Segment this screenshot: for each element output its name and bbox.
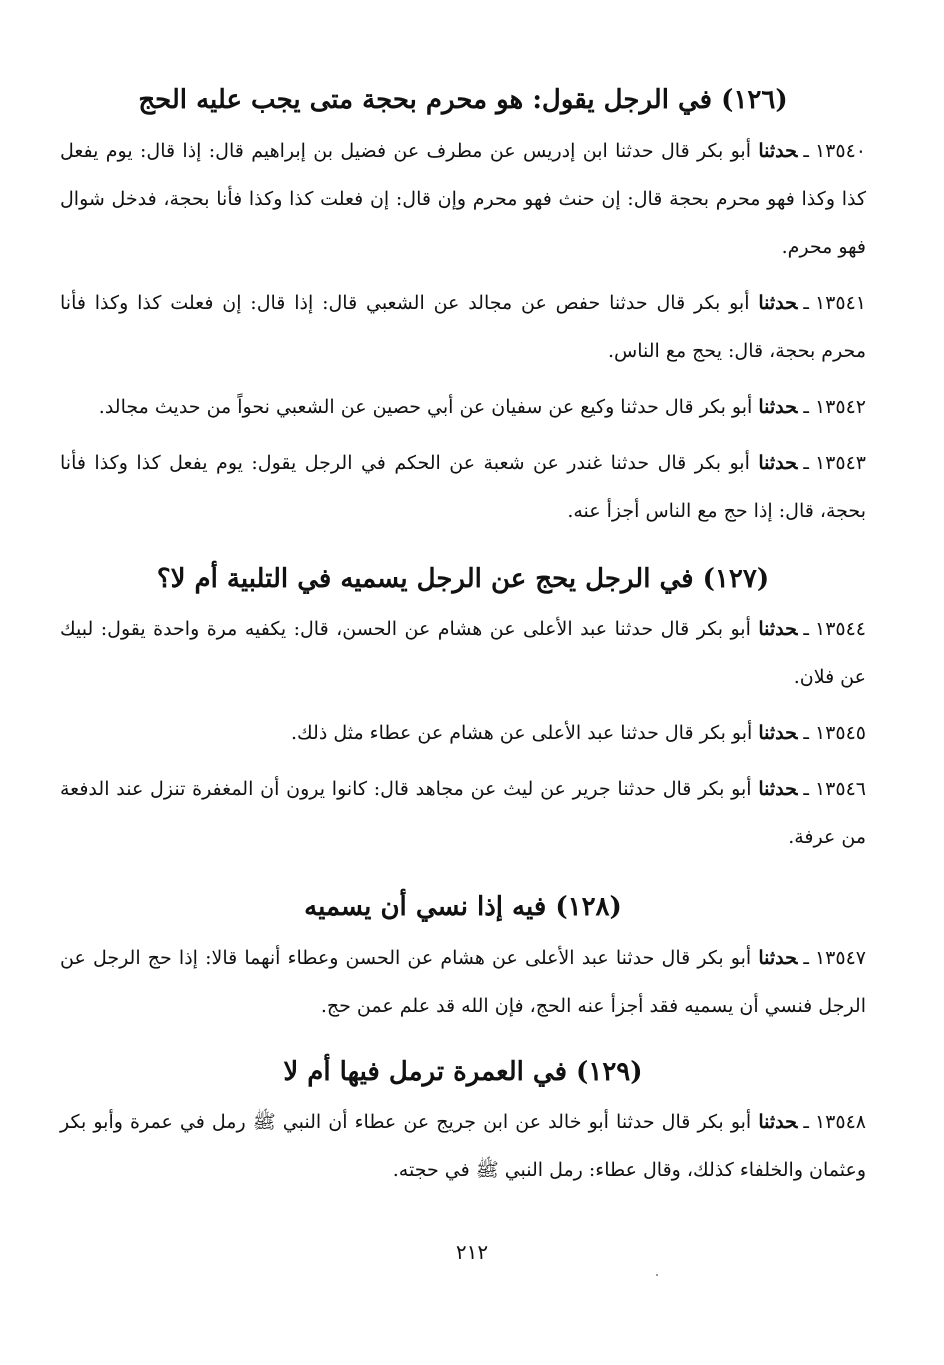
hadith-entry: ١٣٥٤٧ـحدثنا أبو بكر قال حدثنا عبد الأعلى عن هشام عن الحسن وعطاء أنهما قالا: إذا حج الرجل عن الرجل فنسي أن يسميه فقد أجزأ عنه الحج، فإن الله قد علم عمن حج. — [60, 946, 866, 1017]
hadith-entry: ١٣٥٤٢ـحدثنا أبو بكر قال حدثنا وكيع عن سفيان عن أبي حصين عن الشعبي نحواً من حديث مجالد. — [98, 395, 866, 418]
section-heading: (١٢٨) فيه إذا نسي أن يسميه — [304, 892, 622, 922]
haddathana-word: حدثنا — [758, 722, 798, 744]
hadith-entry: ١٣٥٤٠ـحدثنا أبو بكر قال حدثنا ابن إدريس عن مطرف عن فضيل بن إبراهيم قال: إذا قال: يوم يفعل كذا وكذا فهو محرم بحجة قال: إن حنث فهو محرم وإن قال: إن فعلت كذا وكذا فأنا بحجة، فدخل شوال فهو محرم. — [60, 139, 866, 258]
page-number: ٢١٢ — [455, 1240, 489, 1264]
hadith-entry: ١٣٥٤٦ـحدثنا أبو بكر قال حدثنا جرير عن ليث عن مجاهد قال: كانوا يرون أن المغفرة تنزل عند الدفعة من عرفة. — [60, 778, 866, 848]
hadith-entry: ١٣٥٤٨ـحدثنا أبو بكر قال حدثنا أبو خالد عن ابن جريج عن عطاء أن النبي ﷺ رمل في عمرة وأبو بكر وعثمان والخلفاء كذلك، وقال عطاء: رمل النبي ﷺ في حجته. — [60, 1111, 866, 1181]
hadith-text: أبو بكر قال حدثنا ابن إدريس عن مطرف عن فضيل بن إبراهيم قال: إذا قال: يوم يفعل كذا وكذا فهو محرم بحجة قال: إن حنث فهو محرم وإن قال: إن فعلت كذا وكذا فأنا بحجة، فدخل شوال فهو محرم. — [60, 139, 866, 258]
section-heading: (١٢٦) في الرجل يقول: هو محرم بحجة متى يجب عليه الحج — [138, 85, 788, 115]
hadith-number: ١٣٥٤٦ — [814, 778, 866, 800]
hadith-text: أبو بكر قال حدثنا جرير عن ليث عن مجاهد قال: كانوا يرون أن المغفرة تنزل عند الدفعة من عرفة. — [60, 778, 866, 848]
haddathana-word: حدثنا — [758, 1111, 798, 1133]
section-heading: (١٢٧) في الرجل يحج عن الرجل يسميه في التلبية أم لا؟ — [156, 563, 770, 594]
hadith-entry: ١٣٥٤١ـحدثنا أبو بكر قال حدثنا حفص عن مجالد عن الشعبي قال: إذا قال: إن فعلت كذا وكذا فأنا محرم بحجة، قال: يحج مع الناس. — [60, 291, 866, 362]
page-body — [60, 84, 866, 1202]
haddathana-word: حدثنا — [758, 395, 798, 418]
haddathana-word: حدثنا — [758, 946, 798, 969]
haddathana-word: حدثنا — [758, 291, 798, 314]
hadith-entry: ١٣٥٤٤ـحدثنا أبو بكر قال حدثنا عبد الأعلى عن هشام عن الحسن، قال: يكفيه مرة واحدة يقول: لبيك عن فلان. — [60, 618, 867, 688]
hadith-number: ١٣٥٤٣ — [814, 451, 866, 474]
hadith-text: أبو بكر قال حدثنا أبو خالد عن ابن جريج عن عطاء أن النبي ﷺ رمل في عمرة وأبو بكر وعثمان والخلفاء كذلك، وقال عطاء: رمل النبي ﷺ في حجته. — [60, 1111, 866, 1181]
hadith-text: أبو بكر قال حدثنا عبد الأعلى عن هشام عن الحسن وعطاء أنهما قالا: إذا حج الرجل عن الرجل فنسي أن يسميه فقد أجزأ عنه الحج، فإن الله قد علم عمن حج. — [60, 946, 866, 1017]
hadith-number: ١٣٥٤٤ — [814, 618, 867, 640]
hadith-text: أبو بكر قال حدثنا حفص عن مجالد عن الشعبي قال: إذا قال: إن فعلت كذا وكذا فأنا محرم بحجة، قال: يحج مع الناس. — [60, 291, 866, 362]
hadith-number: ١٣٥٤١ — [814, 291, 866, 314]
section-heading: (١٢٩) في العمرة ترمل فيها أم لا — [283, 1056, 643, 1087]
hadith-number: ١٣٥٤٥ — [814, 722, 866, 744]
haddathana-word: حدثنا — [758, 451, 798, 474]
hadith-number: ١٣٥٤٨ — [814, 1111, 866, 1133]
haddathana-word: حدثنا — [758, 618, 798, 640]
hadith-text: أبو بكر قال حدثنا عبد الأعلى عن هشام عن الحسن، قال: يكفيه مرة واحدة يقول: لبيك عن فلان. — [60, 618, 866, 688]
hadith-number: ١٣٥٤٠ — [814, 139, 866, 162]
hadith-entry: ١٣٥٤٣ـحدثنا أبو بكر قال حدثنا غندر عن شعبة عن الحكم في الرجل يقول: يوم يفعل كذا وكذا فأنا بحجة، قال: إذا حج مع الناس أجزأ عنه. — [60, 451, 866, 522]
hadith-number: ١٣٥٤٧ — [814, 946, 866, 969]
hadith-text: أبو بكر قال حدثنا وكيع عن سفيان عن أبي حصين عن الشعبي نحواً من حديث مجالد. — [98, 395, 753, 418]
hadith-text: أبو بكر قال حدثنا غندر عن شعبة عن الحكم في الرجل يقول: يوم يفعل كذا وكذا فأنا بحجة، قال: إذا حج مع الناس أجزأ عنه. — [60, 451, 866, 522]
hadith-text: أبو بكر قال حدثنا عبد الأعلى عن هشام عن عطاء مثل ذلك. — [291, 722, 753, 744]
hadith-number: ١٣٥٤٢ — [814, 395, 866, 418]
scan-speck — [656, 1274, 658, 1276]
haddathana-word: حدثنا — [758, 778, 798, 800]
haddathana-word: حدثنا — [758, 139, 798, 162]
hadith-entry: ١٣٥٤٥ـحدثنا أبو بكر قال حدثنا عبد الأعلى عن هشام عن عطاء مثل ذلك. — [291, 722, 866, 744]
